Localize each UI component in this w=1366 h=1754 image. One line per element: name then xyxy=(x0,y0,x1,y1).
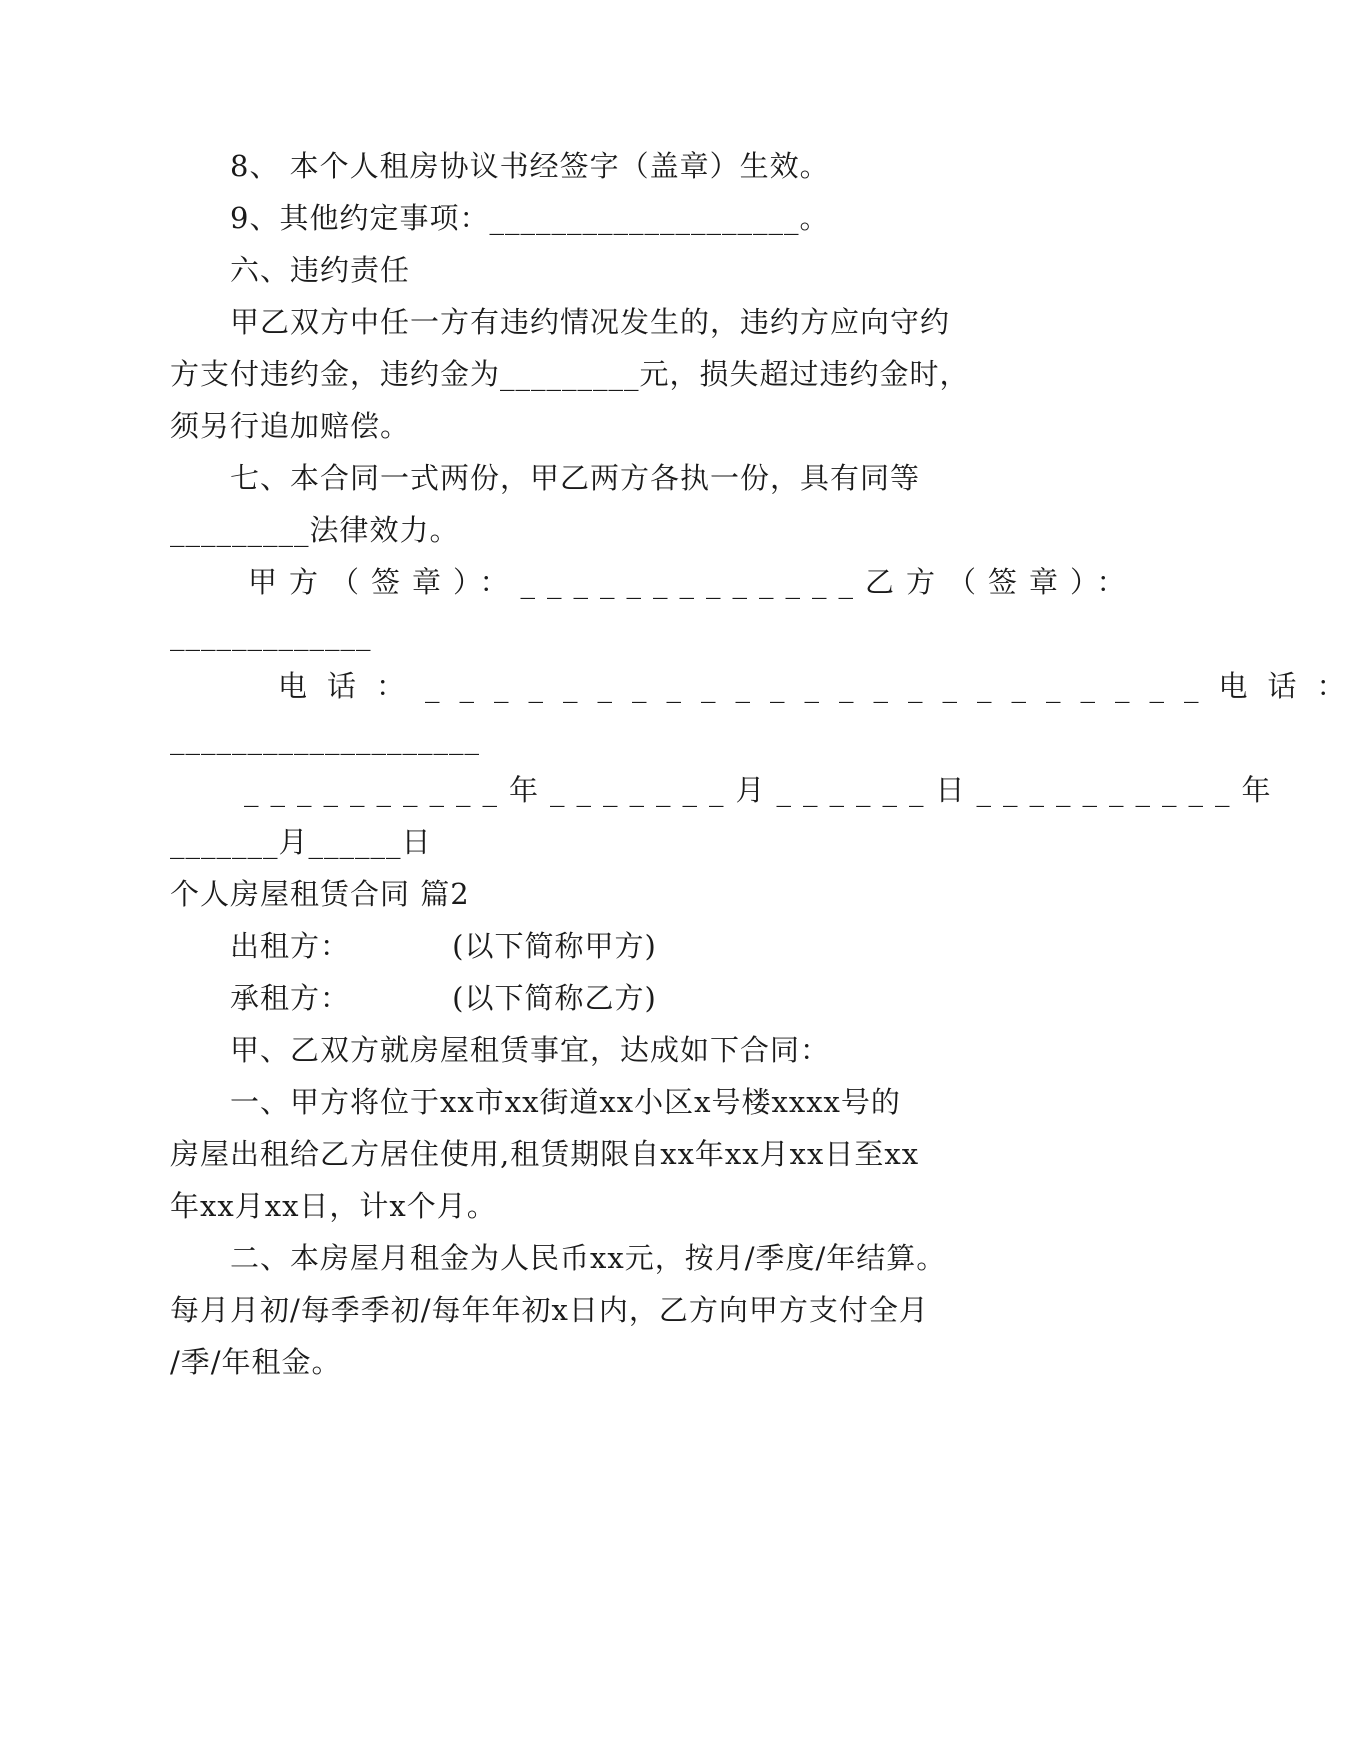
paragraph-line: 须另行追加赔偿。 xyxy=(170,409,411,443)
agreement-intro: 甲、乙双方就房屋租赁事宜，达成如下合同： xyxy=(230,1033,831,1067)
phone-blank: ____________________ xyxy=(170,721,480,755)
lessor-line: 出租方： (以下简称甲方) xyxy=(230,929,657,963)
clause-1-line: 年xx月xx日，计x个月。 xyxy=(170,1189,497,1223)
contract-title: 个人房屋租赁合同 篇2 xyxy=(170,877,470,911)
signature-line: 甲方（签章）：_____________乙方（签章）： xyxy=(248,565,1138,599)
clause-2-line: 每月月初/每季季初/每年年初x日内，乙方向甲方支付全月 xyxy=(170,1293,929,1327)
signature-blank: _____________ xyxy=(170,617,372,651)
date-line-continued: _______月______日 xyxy=(170,825,432,859)
section-6-heading: 六、违约责任 xyxy=(230,253,411,287)
paragraph-line: 方支付违约金，违约金为_________元，损失超过违约金时， xyxy=(170,357,970,391)
clause-2-line: 二、本房屋月租金为人民币xx元，按月/季度/年结算。 xyxy=(230,1241,947,1275)
date-line: __________年_______月______日__________年 xyxy=(244,773,1283,807)
paragraph-line: _________法律效力。 xyxy=(170,513,460,547)
clause-9: 9、其他约定事项：____________________。 xyxy=(230,201,830,235)
phone-line: 电话：_______________________电话： xyxy=(278,669,1366,703)
clause-1-line: 一、甲方将位于xx市xx街道xx小区x号楼xxxx号的 xyxy=(230,1085,901,1119)
lessee-line: 承租方： (以下简称乙方) xyxy=(230,981,657,1015)
paragraph-line: 甲乙双方中任一方有违约情况发生的，违约方应向守约 xyxy=(230,305,951,339)
clause-2-line: /季/年租金。 xyxy=(170,1345,342,1379)
clause-8: 8、 本个人租房协议书经签字（盖章）生效。 xyxy=(230,149,830,183)
section-7-line: 七、本合同一式两份，甲乙两方各执一份，具有同等 xyxy=(230,461,921,495)
clause-1-line: 房屋出租给乙方居住使用,租赁期限自xx年xx月xx日至xx xyxy=(170,1137,920,1171)
